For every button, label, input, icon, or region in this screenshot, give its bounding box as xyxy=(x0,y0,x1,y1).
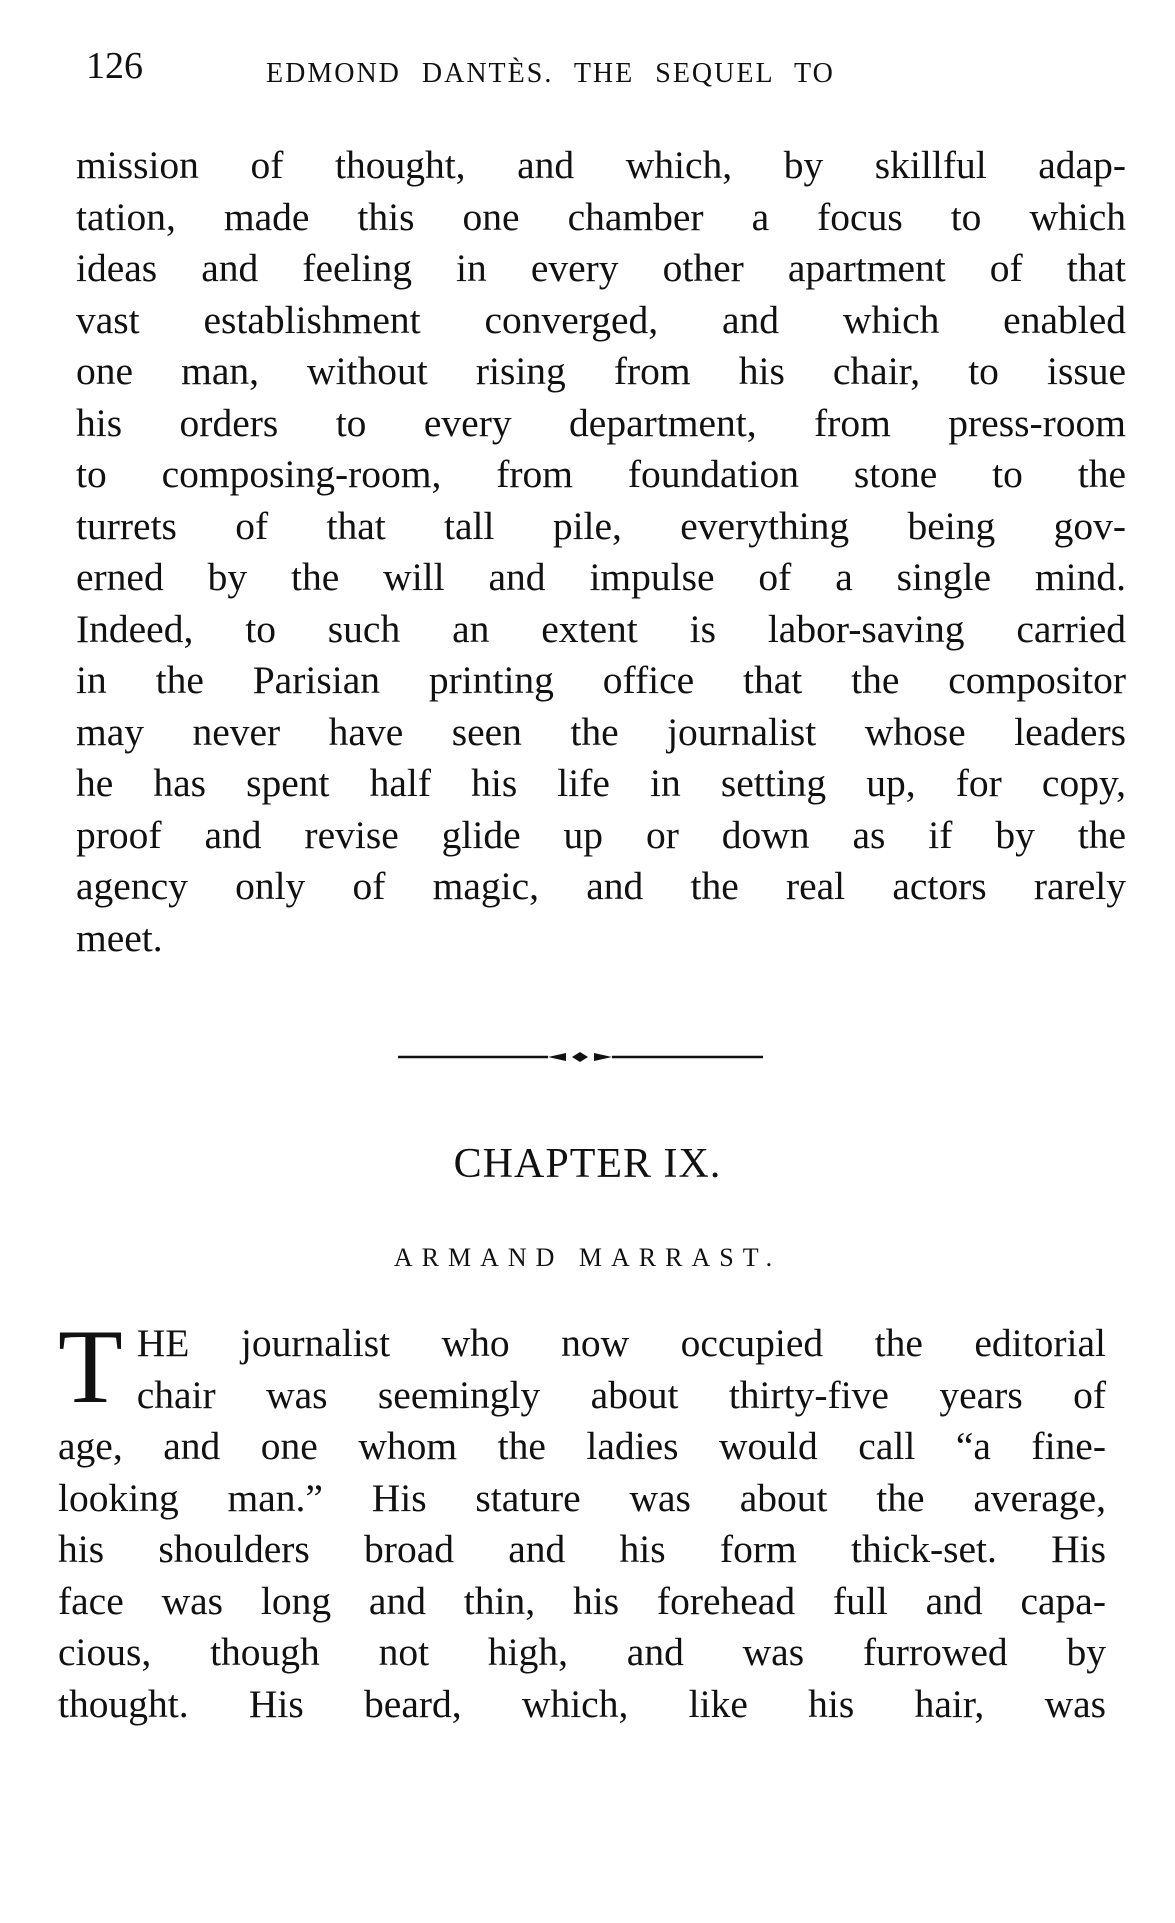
page-number: 126 xyxy=(86,45,143,87)
running-head xyxy=(86,44,1106,94)
section-divider-ornament xyxy=(398,1050,763,1064)
running-head-title: EDMOND DANTÈS. THE SEQUEL TO xyxy=(266,58,835,89)
text-line: agency only of magic, and the real actors rarely xyxy=(76,864,1126,908)
text-line: ideas and feeling in every other apartment of that xyxy=(76,246,1126,290)
text-line: looking man.” His stature was about the average, xyxy=(58,1475,1106,1520)
chapter-title: CHAPTER IX. xyxy=(453,1141,722,1187)
text-line: Indeed, to such an extent is labor-saving carried xyxy=(76,606,1126,651)
chapter-subtitle: ARMAND MARRAST. xyxy=(393,1243,782,1272)
text-line: proof and revise glide up or down as if by the xyxy=(76,812,1126,857)
drop-cap: T xyxy=(58,1308,123,1425)
text-line: he has spent half his life in setting up, for copy, xyxy=(76,761,1126,805)
text-line: thought. His beard, which, like his hair, was xyxy=(58,1681,1106,1726)
text-line: erned by the will and impulse of a single mind. xyxy=(76,555,1126,599)
text-line: in the Parisian printing office that the compositor xyxy=(76,658,1126,702)
text-line: vast establishment converged, and which enabled xyxy=(76,297,1126,342)
text-line: mission of thought, and which, by skillful adap- xyxy=(76,143,1126,187)
text-line: his orders to every department, from press-room xyxy=(76,400,1126,445)
text-line: face was long and thin, his forehead full and capa- xyxy=(58,1578,1106,1623)
chapter-paragraph xyxy=(58,1308,1106,1730)
text-line: HE journalist who now occupied the editorial xyxy=(136,1321,1106,1365)
text-line: cious, though not high, and was furrowed by xyxy=(58,1630,1106,1674)
text-line: tation, made this one chamber a focus to which xyxy=(76,194,1126,239)
continued-paragraph xyxy=(76,140,1126,964)
text-line: to composing-room, from foundation stone to the xyxy=(76,452,1126,496)
text-line: meet. xyxy=(76,915,163,960)
text-line: one man, without rising from his chair, to issue xyxy=(76,349,1126,393)
text-line: turrets of that tall pile, everything being gov- xyxy=(76,503,1126,548)
text-line: his shoulders broad and his form thick-set. His xyxy=(58,1527,1106,1571)
text-line: chair was seemingly about thirty-five years of xyxy=(136,1372,1106,1417)
text-line: age, and one whom the ladies would call “a fine- xyxy=(58,1424,1106,1468)
text-line: may never have seen the journalist whose leaders xyxy=(76,709,1126,754)
